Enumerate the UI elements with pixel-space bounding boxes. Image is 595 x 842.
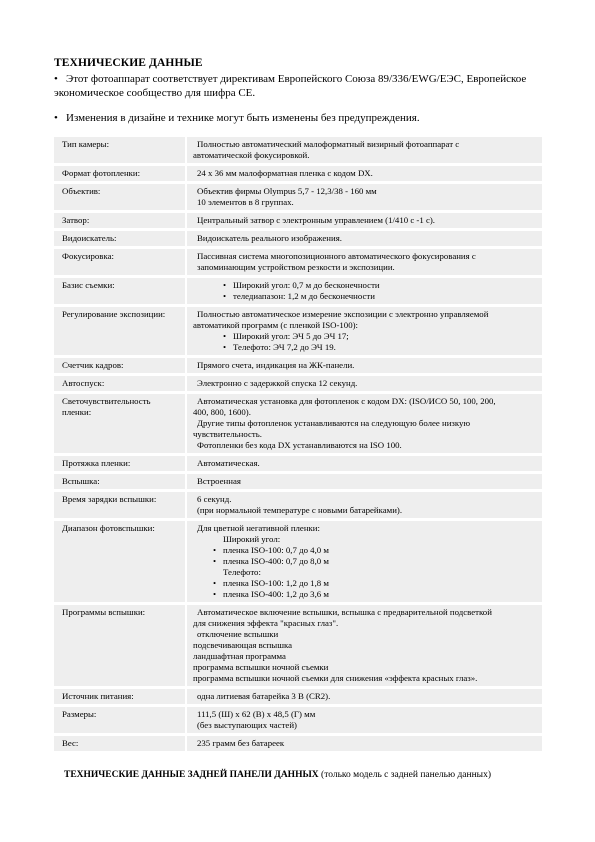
page-title: ТЕХНИЧЕСКИЕ ДАННЫЕ xyxy=(54,57,203,69)
spec-label-line: Вспышка: xyxy=(62,476,100,486)
spec-value-text: пленка ISO-400: 1,2 до 3,6 м xyxy=(223,589,329,599)
spec-value-line xyxy=(193,640,538,651)
spec-label xyxy=(54,707,185,722)
spec-value xyxy=(187,605,542,686)
spec-value-text: (при нормальной температуре с новыми батарейками). xyxy=(197,505,403,515)
spec-value xyxy=(187,307,542,355)
spec-value-text: ландшафтная программа xyxy=(193,651,286,661)
spec-value-line xyxy=(193,407,538,418)
spec-label xyxy=(54,394,185,420)
bullet-icon: • xyxy=(54,112,58,124)
spec-value-text: (без выступающих частей) xyxy=(197,720,297,730)
bullet-icon: • xyxy=(223,291,227,301)
spec-value-text: Полностью автоматическое измерение экспозиции с электронно управляемой xyxy=(197,309,489,319)
spec-value-line xyxy=(193,168,538,179)
spec-value-line xyxy=(193,545,538,556)
spec-value-line xyxy=(193,320,538,331)
spec-value-line xyxy=(193,429,538,440)
spec-value-line xyxy=(193,280,538,291)
spec-label xyxy=(54,605,185,620)
spec-value-text: для снижения эффекта "красных глаз". xyxy=(193,618,339,628)
spec-value-text: Пассивная система многопозиционного автоматического фокусирования с xyxy=(197,251,476,261)
spec-value-text: 400, 800, 1600). xyxy=(193,407,251,417)
specifications-table xyxy=(54,137,542,754)
spec-value-line xyxy=(193,578,538,589)
spec-value xyxy=(187,521,542,602)
spec-label-line: Тип камеры: xyxy=(62,139,110,149)
spec-row xyxy=(54,307,542,355)
spec-value-line xyxy=(193,440,538,451)
spec-value-text: Электронно с задержкой спуска 12 секунд. xyxy=(197,378,358,388)
spec-value-text: пленка ISO-400: 0,7 до 8,0 м xyxy=(223,556,329,566)
spec-value-text: 111,5 (Ш) х 62 (В) х 48,5 (Г) мм xyxy=(197,709,316,719)
spec-row xyxy=(54,707,542,733)
intro-paragraph-2 xyxy=(54,111,554,125)
spec-value-line xyxy=(193,251,538,262)
spec-value-text: 235 грамм без батареек xyxy=(197,738,285,748)
spec-row xyxy=(54,184,542,210)
spec-label-line: пленки: xyxy=(62,407,92,417)
spec-row xyxy=(54,492,542,518)
spec-value-text: Телефото: xyxy=(223,567,261,577)
spec-label xyxy=(54,184,185,199)
spec-row xyxy=(54,474,542,489)
spec-label xyxy=(54,358,185,373)
spec-value xyxy=(187,376,542,391)
spec-value-text: Широкий угол: ЭЧ 5 до ЭЧ 17; xyxy=(233,331,349,341)
spec-label-line: Программы вспышки: xyxy=(62,607,146,617)
spec-label xyxy=(54,689,185,704)
bullet-icon: • xyxy=(223,331,227,341)
spec-row xyxy=(54,358,542,373)
spec-value-line xyxy=(193,556,538,567)
spec-label xyxy=(54,278,185,293)
footer-heading-bold: ТЕХНИЧЕСКИЕ ДАННЫЕ ЗАДНЕЙ ПАНЕЛИ ДАННЫХ xyxy=(64,770,319,780)
spec-value-text: Фотопленки без кода DX устанавливаются на ISO 100. xyxy=(197,440,402,450)
spec-label xyxy=(54,456,185,471)
spec-value-line xyxy=(193,309,538,320)
spec-value-line xyxy=(193,331,538,342)
spec-value xyxy=(187,736,542,751)
spec-value xyxy=(187,492,542,518)
spec-value-text: Автоматическое включение вспышки, вспышка с предварительной подсветкой xyxy=(197,607,492,617)
spec-value-line xyxy=(193,651,538,662)
spec-value-line xyxy=(193,618,538,629)
spec-value-line xyxy=(193,342,538,353)
spec-row xyxy=(54,213,542,228)
spec-label-line: Диапазон фотовспышки: xyxy=(62,523,155,533)
spec-label-line: Протяжка пленки: xyxy=(62,458,131,468)
spec-value-text: подсвечивающая вспышка xyxy=(193,640,293,650)
spec-label-line: Формат фотопленки: xyxy=(62,168,141,178)
footer-heading xyxy=(64,770,491,780)
spec-label-line: Объектив: xyxy=(62,186,101,196)
spec-value-text: Другие типы фотопленок устанавливаются на следующую более низкую xyxy=(197,418,471,428)
bullet-icon: • xyxy=(213,556,217,566)
spec-row xyxy=(54,278,542,304)
spec-value xyxy=(187,137,542,163)
spec-value xyxy=(187,184,542,210)
spec-label-line: Размеры: xyxy=(62,709,97,719)
spec-value-line xyxy=(193,150,538,161)
spec-value-text: 24 х 36 мм малоформатная пленка с кодом DX. xyxy=(197,168,373,178)
spec-value-text: Видоискатель реального изображения. xyxy=(197,233,342,243)
spec-value-text: Широкий угол: 0,7 м до бесконечности xyxy=(233,280,380,290)
spec-row xyxy=(54,456,542,471)
spec-label-line: Базис съемки: xyxy=(62,280,115,290)
spec-row xyxy=(54,376,542,391)
spec-value xyxy=(187,358,542,373)
spec-label-line: Вес: xyxy=(62,738,79,748)
spec-value-line xyxy=(193,233,538,244)
spec-label xyxy=(54,213,185,228)
spec-value-line xyxy=(193,458,538,469)
spec-value xyxy=(187,249,542,275)
footer-heading-note: (только модель с задней панелью данных) xyxy=(318,770,491,780)
spec-value-text: Центральный затвор с электронным управлением (1/410 с -1 с). xyxy=(197,215,435,225)
spec-value-line xyxy=(193,505,538,516)
spec-value xyxy=(187,213,542,228)
spec-label-line: Источник питания: xyxy=(62,691,134,701)
spec-value-text: Прямого счета, индикация на ЖК-панели. xyxy=(197,360,355,370)
spec-value-text: Телефото: ЭЧ 7,2 до ЭЧ 19. xyxy=(233,342,336,352)
spec-value xyxy=(187,394,542,453)
spec-row xyxy=(54,689,542,704)
spec-value xyxy=(187,278,542,304)
spec-value xyxy=(187,707,542,733)
spec-label xyxy=(54,137,185,152)
spec-value-line xyxy=(193,534,538,545)
bullet-icon: • xyxy=(223,280,227,290)
spec-value-text: Встроенная xyxy=(197,476,241,486)
bullet-icon: • xyxy=(213,578,217,588)
spec-value xyxy=(187,689,542,704)
spec-label xyxy=(54,474,185,489)
bullet-icon: • xyxy=(213,545,217,555)
intro-text-2: Изменения в дизайне и технике могут быть изменены без предупреждения. xyxy=(66,112,420,124)
spec-label-line: Время зарядки вспышки: xyxy=(62,494,157,504)
spec-value-line xyxy=(193,720,538,731)
spec-label-line: Регулирование экспозиции: xyxy=(62,309,166,319)
spec-value-text: отключение вспышки xyxy=(197,629,279,639)
spec-label-line: Светочувствительность xyxy=(62,396,151,406)
spec-label xyxy=(54,492,185,507)
spec-value-line xyxy=(193,738,538,749)
spec-value xyxy=(187,456,542,471)
spec-label-line: Счетчик кадров: xyxy=(62,360,124,370)
spec-row xyxy=(54,166,542,181)
spec-value-text: Автоматическая. xyxy=(197,458,260,468)
bullet-icon: • xyxy=(213,589,217,599)
spec-value-text: пленка ISO-100: 0,7 до 4,0 м xyxy=(223,545,329,555)
spec-value-text: Автоматическая установка для фотопленок с кодом DX: (ISO/ИСО 50, 100, 200, xyxy=(197,396,496,406)
intro-text-1: Этот фотоаппарат соответствует директивам Европейского Союза 89/336/EWG/ЕЭС, Европейское экономическое сообщество для шифра CE. xyxy=(54,73,527,99)
spec-value-line xyxy=(193,418,538,429)
spec-value-text: 6 секунд. xyxy=(197,494,232,504)
spec-row xyxy=(54,249,542,275)
spec-value-line xyxy=(193,662,538,673)
spec-label-line: Фокусировка: xyxy=(62,251,114,261)
spec-value-line xyxy=(193,607,538,618)
spec-value-text: Широкий угол: xyxy=(223,534,281,544)
spec-value-line xyxy=(193,523,538,534)
spec-value-text: теледиапазон: 1,2 м до бесконечности xyxy=(233,291,375,301)
spec-value-text: автоматикой программ (с пленкой ISO-100): xyxy=(193,320,358,330)
spec-label xyxy=(54,231,185,246)
spec-value-text: одна литиевая батарейка 3 В (CR2). xyxy=(197,691,331,701)
spec-row xyxy=(54,231,542,246)
spec-value-text: Для цветной негативной пленки: xyxy=(197,523,320,533)
intro-paragraph-1 xyxy=(54,72,554,100)
spec-value-line xyxy=(193,673,538,684)
spec-value-text: 10 элементов в 8 группах. xyxy=(197,197,294,207)
spec-label xyxy=(54,166,185,181)
spec-label xyxy=(54,376,185,391)
spec-value-line xyxy=(193,139,538,150)
spec-row xyxy=(54,394,542,453)
spec-value-line xyxy=(193,360,538,371)
spec-value xyxy=(187,231,542,246)
spec-value-text: Полностью автоматический малоформатный визирный фотоаппарат с xyxy=(197,139,460,149)
spec-value-line xyxy=(193,691,538,702)
spec-label-line: Видоискатель: xyxy=(62,233,117,243)
spec-value-line xyxy=(193,215,538,226)
spec-value-line xyxy=(193,629,538,640)
bullet-icon: • xyxy=(223,342,227,352)
spec-value-text: программа вспышки ночной съемки xyxy=(193,662,329,672)
spec-value-text: автоматической фокусировкой. xyxy=(193,150,310,160)
spec-label xyxy=(54,249,185,264)
spec-label xyxy=(54,736,185,751)
spec-label xyxy=(54,307,185,322)
spec-value-text: запоминающим устройством резкости и экспозиции. xyxy=(197,262,395,272)
spec-label xyxy=(54,521,185,536)
spec-row xyxy=(54,137,542,163)
spec-row xyxy=(54,605,542,686)
spec-value-text: чувствительность. xyxy=(193,429,262,439)
spec-value-line xyxy=(193,589,538,600)
spec-value-text: пленка ISO-100: 1,2 до 1,8 м xyxy=(223,578,329,588)
spec-value-line xyxy=(193,291,538,302)
spec-value-line xyxy=(193,186,538,197)
spec-row xyxy=(54,736,542,751)
bullet-icon: • xyxy=(54,73,58,85)
spec-value-line xyxy=(193,378,538,389)
spec-value-text: программа вспышки ночной съемки для снижения «эффекта красных глаз». xyxy=(193,673,478,683)
spec-value-line xyxy=(193,262,538,273)
spec-value xyxy=(187,166,542,181)
spec-label-line: Затвор: xyxy=(62,215,90,225)
spec-label-line: Автоспуск: xyxy=(62,378,105,388)
spec-value-line xyxy=(193,494,538,505)
spec-value-line xyxy=(193,476,538,487)
spec-value xyxy=(187,474,542,489)
spec-value-line xyxy=(193,396,538,407)
spec-row xyxy=(54,521,542,602)
spec-value-line xyxy=(193,567,538,578)
spec-value-line xyxy=(193,197,538,208)
spec-value-text: Объектив фирмы Olympus 5,7 - 12,3/38 - 160 мм xyxy=(197,186,377,196)
spec-value-line xyxy=(193,709,538,720)
